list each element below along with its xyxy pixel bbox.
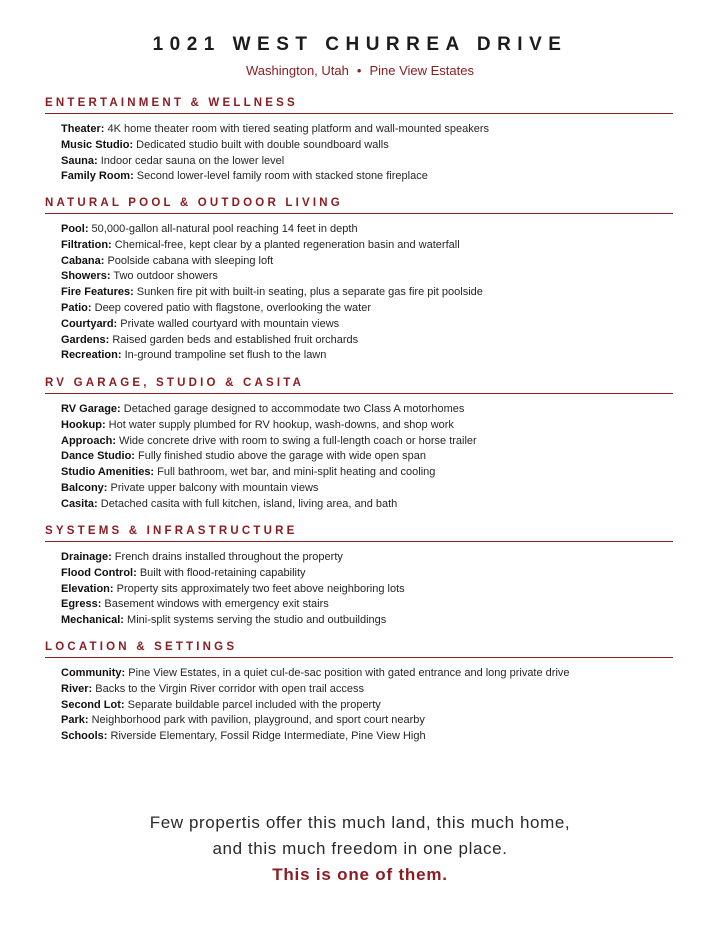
feature-label: Theater: xyxy=(61,123,105,135)
list-item xyxy=(61,122,673,138)
closing-statement xyxy=(0,810,720,888)
feature-list xyxy=(45,658,673,745)
feature-text: French drains installed throughout the property xyxy=(111,551,343,563)
feature-text: Hot water supply plumbed for RV hookup, wash-downs, and shop work xyxy=(105,418,454,431)
feature-label: Fire Features: xyxy=(61,286,134,299)
section-heading: LOCATION & SETTINGS xyxy=(45,641,673,658)
feature-label: Park: xyxy=(61,714,89,727)
separator-dot: • xyxy=(356,63,362,78)
feature-text: Detached garage designed to accommodate two Class A motorhomes xyxy=(120,403,465,415)
feature-text: Second lower-level family room with stacked stone fireplace xyxy=(133,170,428,183)
feature-label: Dance Studio: xyxy=(61,450,135,463)
feature-text: Pine View Estates, in a quiet cul-de-sac position with gated entrance and long private drive xyxy=(125,667,570,679)
location-text: Washington, Utah xyxy=(246,63,349,78)
list-item xyxy=(61,582,673,598)
list-item xyxy=(61,169,673,185)
feature-label: Gardens: xyxy=(61,333,110,346)
feature-text: Separate buildable parcel included with the property xyxy=(124,698,381,711)
list-item xyxy=(61,713,673,729)
feature-label: Showers: xyxy=(61,270,111,283)
feature-text: Raised garden beds and established fruit orchards xyxy=(109,333,359,346)
feature-text: Sunken fire pit with built-in seating, plus a separate gas fire pit poolside xyxy=(133,286,483,299)
list-item xyxy=(61,682,673,698)
feature-label: Recreation: xyxy=(61,349,122,362)
feature-text: Full bathroom, wet bar, and mini-split heating and cooling xyxy=(154,466,436,479)
feature-text: Property sits approximately two feet above neighboring lots xyxy=(113,582,405,595)
feature-text: Riverside Elementary, Fossil Ridge Intermediate, Pine View High xyxy=(107,730,426,743)
feature-label: Casita: xyxy=(61,497,98,510)
feature-list xyxy=(45,394,673,513)
feature-text: Indoor cedar sauna on the lower level xyxy=(97,154,285,167)
list-item xyxy=(61,154,673,170)
feature-text: Private upper balcony with mountain views xyxy=(107,481,319,494)
section-natural-pool-outdoor xyxy=(45,197,673,364)
closing-line: and this much freedom in one place. xyxy=(212,839,508,858)
closing-tagline: This is one of them. xyxy=(272,865,448,884)
feature-text: In-ground trampoline set flush to the lawn xyxy=(121,349,327,362)
feature-label: Egress: xyxy=(61,598,102,611)
list-item xyxy=(61,301,673,317)
feature-label: Studio Amenities: xyxy=(61,466,155,479)
feature-text: Mini-split systems serving the studio and outbuildings xyxy=(123,614,387,627)
feature-label: Pool: xyxy=(61,223,89,235)
closing-line: Few propertis offer this much land, this much home, xyxy=(149,813,571,832)
list-item xyxy=(61,729,673,745)
feature-label: River: xyxy=(61,682,93,695)
property-subtitle xyxy=(0,63,720,78)
list-item xyxy=(61,449,673,465)
feature-label: RV Garage: xyxy=(61,403,121,415)
list-item xyxy=(61,698,673,714)
list-item xyxy=(61,269,673,285)
feature-label: Sauna: xyxy=(61,154,98,167)
feature-label: Patio: xyxy=(61,301,92,314)
feature-text: Poolside cabana with sleeping loft xyxy=(104,254,274,267)
feature-label: Filtration: xyxy=(61,238,112,251)
feature-list xyxy=(45,214,673,364)
feature-label: Music Studio: xyxy=(61,138,134,151)
section-location-settings xyxy=(45,641,673,745)
feature-text: 4K home theater room with tiered seating platform and wall-mounted speakers xyxy=(104,123,489,135)
list-item xyxy=(61,434,673,450)
feature-text: Detached casita with full kitchen, island, living area, and bath xyxy=(97,497,398,510)
section-heading: NATURAL POOL & OUTDOOR LIVING xyxy=(45,197,673,214)
feature-label: Mechanical: xyxy=(61,614,124,627)
list-item xyxy=(61,254,673,270)
list-item xyxy=(61,666,673,682)
feature-text: Two outdoor showers xyxy=(110,270,218,283)
section-systems-infrastructure xyxy=(45,525,673,629)
feature-label: Elevation: xyxy=(61,582,114,595)
feature-text: Private walled courtyard with mountain views xyxy=(117,317,340,330)
list-item xyxy=(61,566,673,582)
feature-text: Neighborhood park with pavilion, playground, and sport court nearby xyxy=(88,714,425,727)
feature-label: Drainage: xyxy=(61,551,112,563)
feature-text: Wide concrete drive with room to swing a full-length coach or horse trailer xyxy=(116,434,477,447)
section-heading: SYSTEMS & INFRASTRUCTURE xyxy=(45,525,673,542)
feature-text: Dedicated studio built with double soundboard walls xyxy=(133,138,389,151)
list-item xyxy=(61,222,673,238)
feature-label: Balcony: xyxy=(61,481,108,494)
list-item xyxy=(61,418,673,434)
feature-label: Flood Control: xyxy=(61,566,137,579)
feature-label: Schools: xyxy=(61,730,108,743)
list-item xyxy=(61,402,673,418)
list-item xyxy=(61,497,673,513)
section-rv-garage-studio-casita xyxy=(45,377,673,513)
feature-label: Courtyard: xyxy=(61,317,118,330)
feature-label: Community: xyxy=(61,667,126,679)
list-item xyxy=(61,465,673,481)
feature-label: Second Lot: xyxy=(61,698,125,711)
list-item xyxy=(61,597,673,613)
feature-list xyxy=(45,542,673,629)
section-heading: RV GARAGE, STUDIO & CASITA xyxy=(45,377,673,394)
community-text: Pine View Estates xyxy=(369,63,474,78)
list-item xyxy=(61,550,673,566)
list-item xyxy=(61,613,673,629)
feature-label: Approach: xyxy=(61,434,116,447)
feature-text: Deep covered patio with flagstone, overlooking the water xyxy=(91,301,372,314)
list-item xyxy=(61,481,673,497)
property-address-title: 1021 WEST CHURREA DRIVE xyxy=(152,34,568,55)
feature-text: Fully finished studio above the garage with wide open span xyxy=(134,450,427,463)
feature-text: 50,000-gallon all-natural pool reaching 14 feet in depth xyxy=(88,223,358,235)
list-item xyxy=(61,333,673,349)
list-item xyxy=(61,285,673,301)
list-item xyxy=(61,238,673,254)
list-item xyxy=(61,138,673,154)
list-item xyxy=(61,348,673,364)
feature-text: Chemical-free, kept clear by a planted regeneration basin and waterfall xyxy=(111,238,460,251)
feature-label: Family Room: xyxy=(61,170,134,183)
feature-text: Built with flood-retaining capability xyxy=(136,566,306,579)
feature-list xyxy=(45,114,673,185)
list-item xyxy=(61,317,673,333)
section-heading: ENTERTAINMENT & WELLNESS xyxy=(45,97,673,114)
feature-text: Backs to the Virgin River corridor with open trail access xyxy=(92,682,365,695)
section-entertainment-wellness xyxy=(45,97,673,185)
feature-text: Basement windows with emergency exit stairs xyxy=(101,598,329,611)
feature-label: Cabana: xyxy=(61,254,105,267)
feature-label: Hookup: xyxy=(61,418,106,431)
